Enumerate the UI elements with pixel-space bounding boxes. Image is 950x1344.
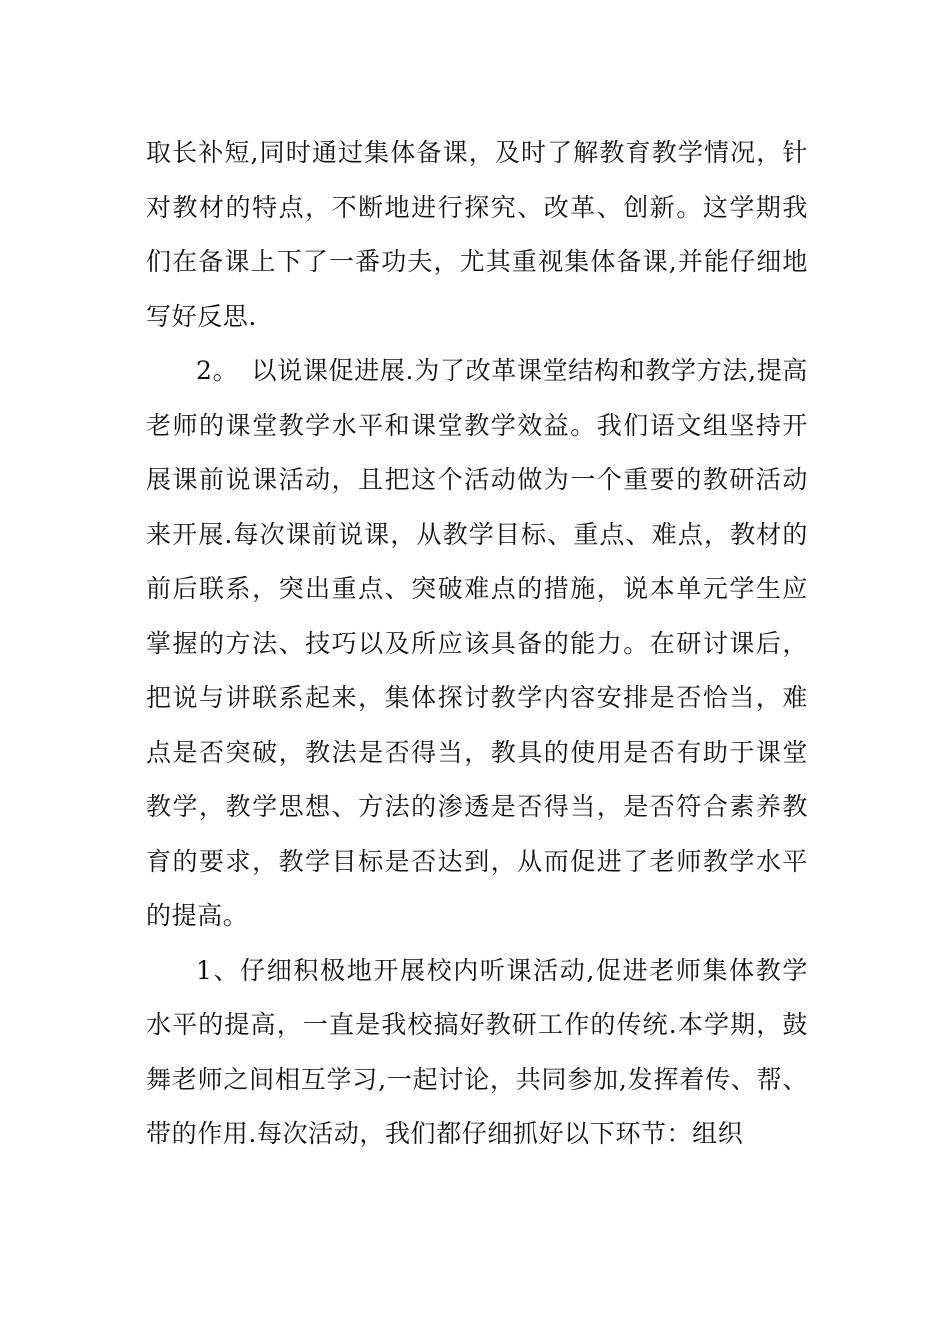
paragraph-lesson-observation: 1、仔细积极地开展校内听课活动,促进老师集体教学水平的提高，一直是我校搞好教研工作的传统.本学期，鼓舞老师之间相互学习,一起讨论，共同参加,发挥着传、帮、带的作用.每次活动，我们都仔细抓好以下环节：组织 [146, 955, 808, 1148]
paragraph-continued: 取长补短,同时通过集体备课，及时了解教育教学情况，针对教材的特点，不断地进行探究、改革、创新。这学期我们在备课上下了一番功夫，尤其重视集体备课,并能仔细地写好反思. [146, 138, 808, 331]
document-body [146, 126, 808, 1162]
paragraph-lesson-presentation: 2。 以说课促进展.为了改革课堂结构和教学方法,提高老师的课堂教学水平和课堂教学效益。我们语文组坚持开展课前说课活动，且把这个活动做为一个重要的教研活动来开展.每次课前说课，从教学目标、重点、难点，教材的前后联系，突出重点、突破难点的措施，说本单元学生应掌握的方法、技巧以及所应该具备的能力。在研讨课后，把说与讲联系起来，集体探讨教学内容安排是否恰当，难点是否突破，教法是否得当，教具的使用是否有助于课堂教学，教学思想、方法的渗透是否得当，是否符合素养教育的要求，教学目标是否达到，从而促进了老师教学水平的提高。 [146, 356, 808, 930]
